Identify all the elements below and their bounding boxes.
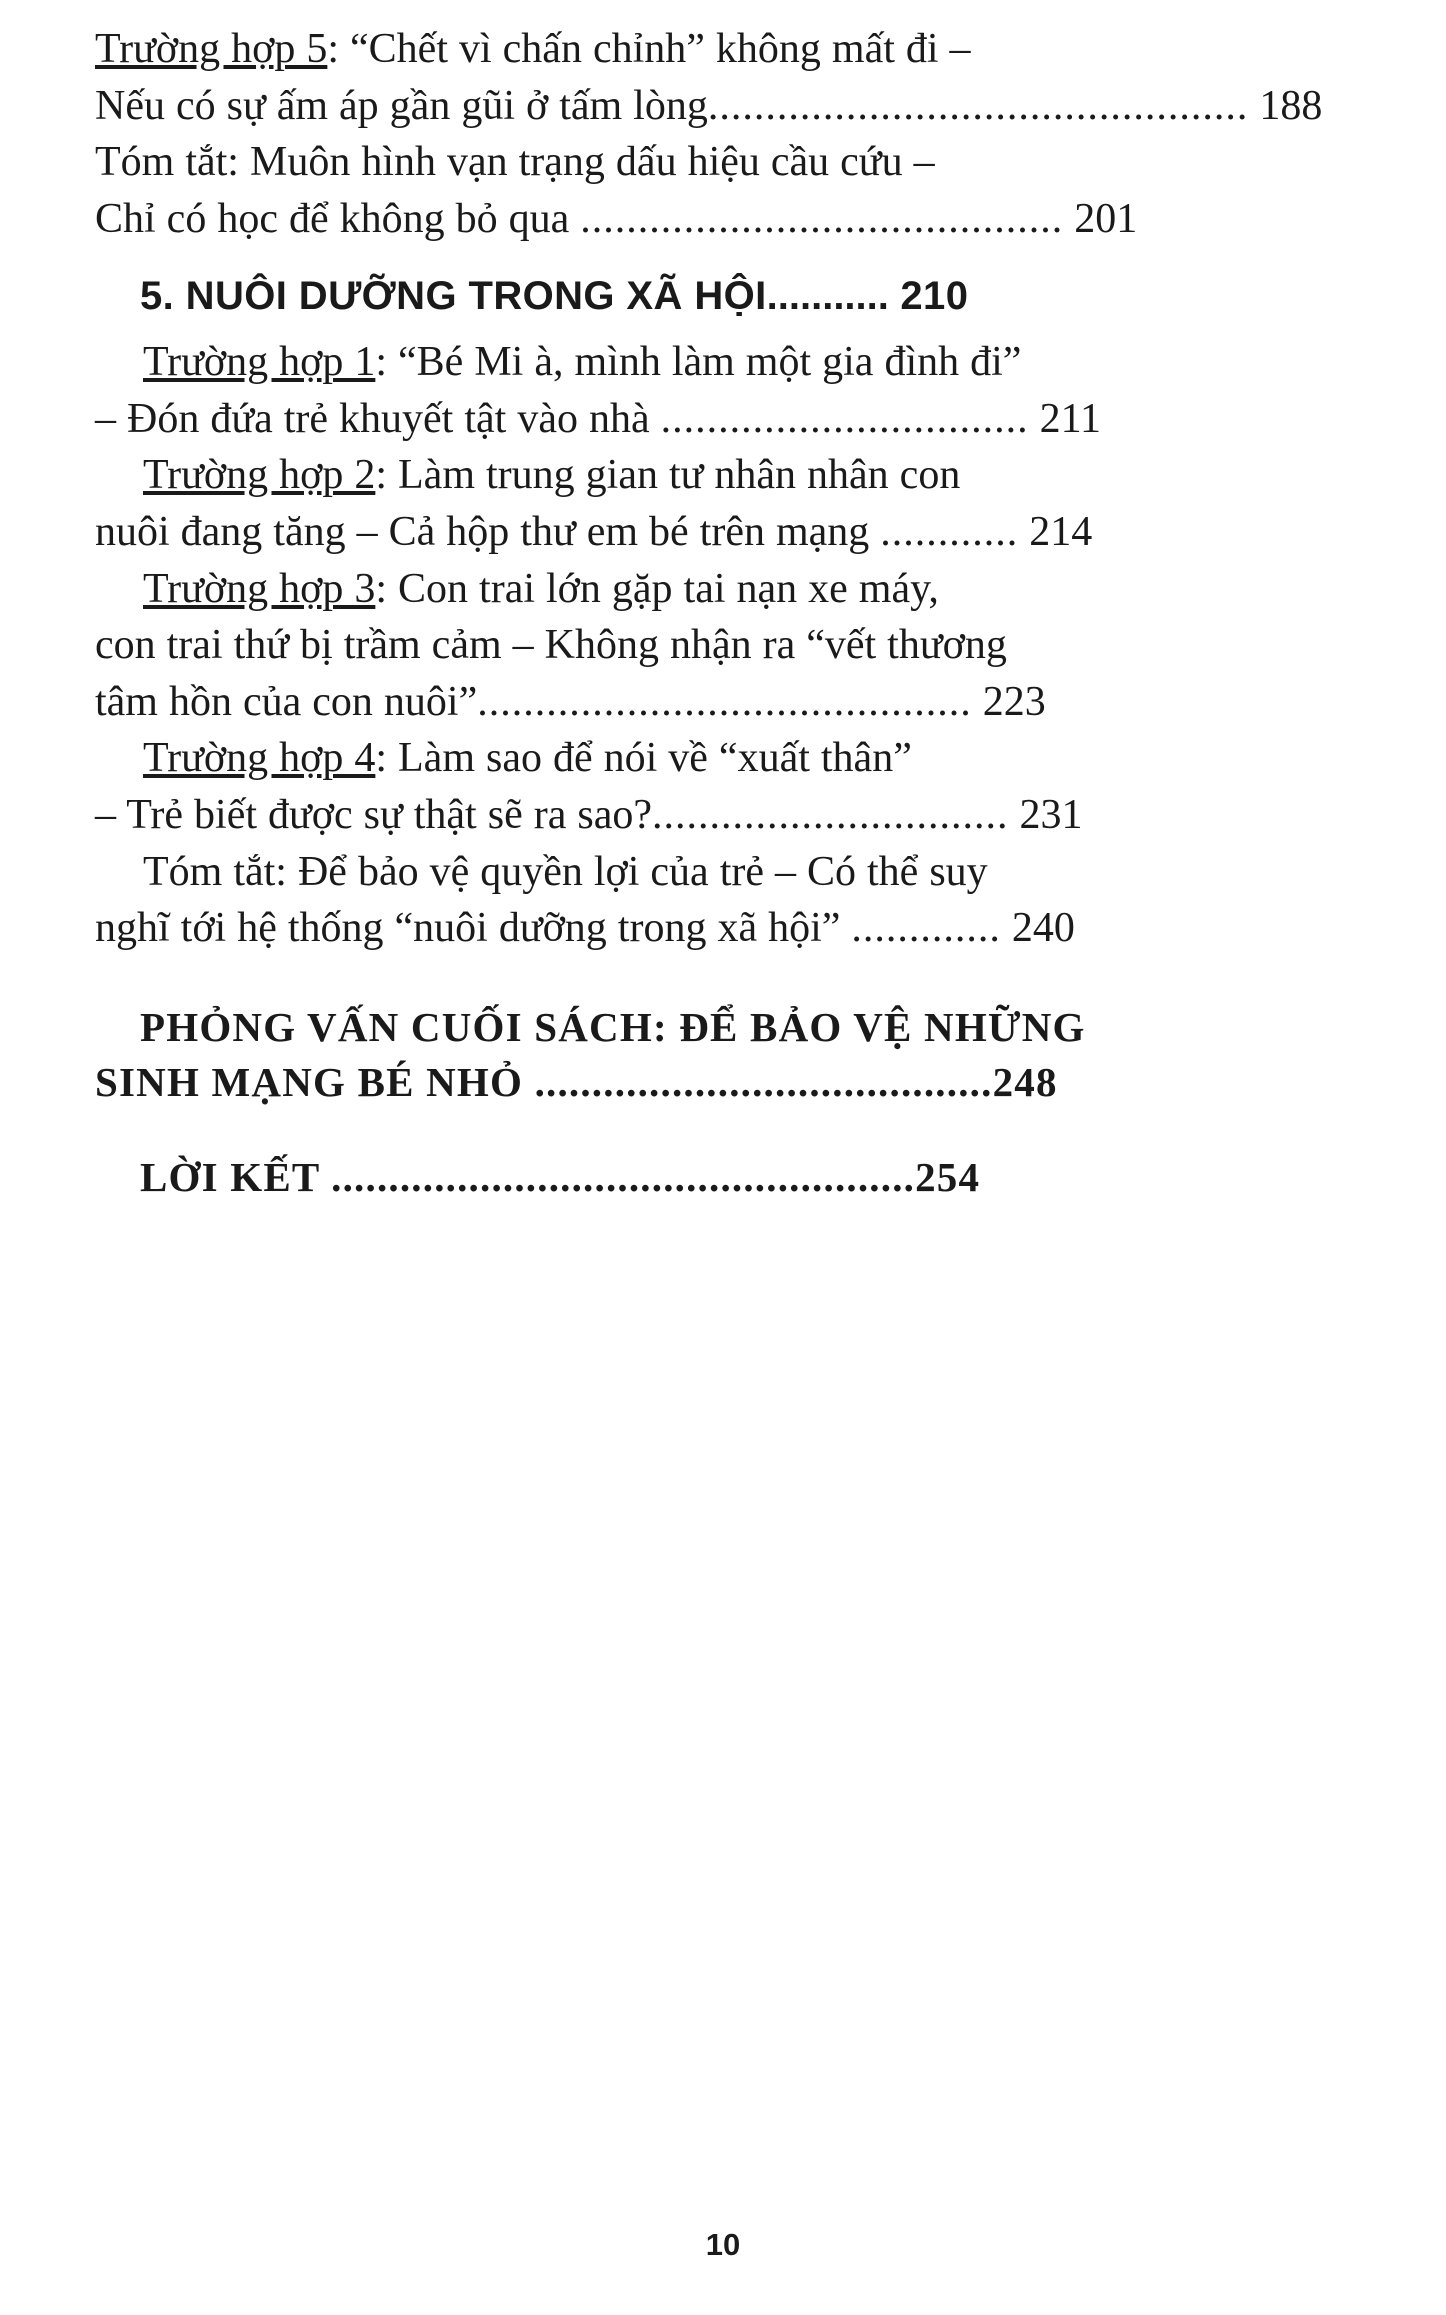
toc-leader-dots: ............. <box>851 905 1001 952</box>
toc-leader-dots: ............................................... <box>707 82 1249 129</box>
toc-entry-title-cont: tâm hồn của con nuôi” <box>95 678 478 725</box>
toc-entry-title: : “Chết vì chấn chỉnh” không mất đi – <box>327 26 971 72</box>
toc-entry[interactable] <box>95 845 1386 900</box>
toc-page-number: 201 <box>1074 195 1138 242</box>
toc-page-number: 210 <box>900 274 969 319</box>
toc-leader-dots: ............................... <box>651 791 1009 838</box>
toc-entry-title-cont: nuôi đang tăng – Cả hộp thư em bé trên mạng <box>95 508 870 555</box>
toc-entry-title-cont: – Trẻ biết được sự thật sẽ ra sao? <box>95 791 652 838</box>
toc-entry-title: Tóm tắt: Để bảo vệ quyền lợi của trẻ – Có thể suy <box>143 848 988 895</box>
toc-entry-title: : Làm sao để nói về “xuất thân” <box>375 735 912 782</box>
toc-entry-continuation[interactable] <box>95 901 1386 956</box>
toc-leader-dots: ................................ <box>660 395 1029 442</box>
toc-closing-title: LỜI KẾT <box>140 1154 320 1201</box>
toc-entry-case-label: Trường hợp 5 <box>95 26 328 72</box>
toc-entry-title: : Làm trung gian tư nhân nhân con <box>375 452 961 499</box>
toc-entry-title-cont: con trai thứ bị trầm cảm – Không nhận ra “vết thương <box>95 622 1007 669</box>
toc-entry-title-cont: Nếu có sự ấm áp gần gũi ở tấm lòng <box>95 82 708 129</box>
toc-entry-continuation[interactable] <box>95 675 1386 730</box>
toc-entry-case-label: Trường hợp 2 <box>143 452 376 499</box>
toc-closing-entry[interactable] <box>95 1000 1386 1055</box>
toc-entry-case-label: Trường hợp 4 <box>143 735 376 782</box>
toc-page-number: 214 <box>1029 508 1093 555</box>
toc-entry-continuation[interactable] <box>95 618 1386 673</box>
toc-entry-continuation[interactable] <box>95 505 1386 560</box>
page-number-folio: 10 <box>705 2227 741 2262</box>
toc-entry[interactable] <box>95 135 1386 190</box>
toc-page-number: 240 <box>1011 905 1075 952</box>
toc-leader-dots: ............ <box>880 508 1019 555</box>
toc-leader-dots: .......................................... <box>580 195 1064 242</box>
toc-page-number: 223 <box>982 678 1046 725</box>
toc-entry[interactable] <box>95 562 1386 617</box>
toc-entry-continuation[interactable] <box>95 192 1386 247</box>
table-of-contents <box>95 22 1386 1206</box>
toc-entry-continuation[interactable] <box>95 788 1386 843</box>
toc-entry-title: : “Bé Mi à, mình làm một gia đình đi” <box>375 339 1022 386</box>
toc-page-number: 211 <box>1039 395 1102 442</box>
toc-entry-case-label: Trường hợp 1 <box>143 339 376 386</box>
toc-closing-title: PHỎNG VẤN CUỐI SÁCH: ĐỂ BẢO VỆ NHỮNG <box>140 1003 1086 1050</box>
toc-entry[interactable] <box>95 335 1386 390</box>
toc-leader-dots: ........................................... <box>477 678 972 725</box>
toc-entry[interactable] <box>95 448 1386 503</box>
toc-entry-continuation[interactable] <box>95 392 1386 447</box>
toc-leader-dots: ........... <box>766 274 889 319</box>
toc-leader-dots: ................................................... <box>331 1154 916 1201</box>
toc-entry[interactable] <box>95 22 1386 77</box>
toc-page-number: 248 <box>992 1059 1058 1106</box>
toc-chapter-heading[interactable] <box>95 270 1386 323</box>
toc-closing-title-cont: SINH MẠNG BÉ NHỎ <box>95 1059 524 1106</box>
toc-entry-title-cont: Chỉ có học để không bỏ qua <box>95 195 570 242</box>
toc-entry-title-cont: nghĩ tới hệ thống “nuôi dưỡng trong xã hội” <box>95 905 841 952</box>
toc-page-number: 254 <box>915 1154 981 1201</box>
toc-page-number: 231 <box>1019 791 1083 838</box>
toc-closing-entry[interactable] <box>95 1150 1386 1205</box>
toc-closing-entry-continuation[interactable] <box>95 1055 1386 1110</box>
toc-entry-title: : Con trai lớn gặp tai nạn xe máy, <box>375 565 939 612</box>
toc-entry-title: Tóm tắt: Muôn hình vạn trạng dấu hiệu cầu cứu – <box>95 139 935 186</box>
toc-page-number: 188 <box>1259 82 1323 129</box>
toc-leader-dots: ........................................ <box>534 1059 993 1106</box>
toc-entry-case-label: Trường hợp 3 <box>143 565 376 612</box>
toc-chapter-label: 5. NUÔI DƯỠNG TRONG XÃ HỘI <box>140 274 767 319</box>
toc-entry-continuation[interactable] <box>95 79 1386 134</box>
toc-entry[interactable] <box>95 731 1386 786</box>
toc-entry-title-cont: – Đón đứa trẻ khuyết tật vào nhà <box>95 395 650 442</box>
